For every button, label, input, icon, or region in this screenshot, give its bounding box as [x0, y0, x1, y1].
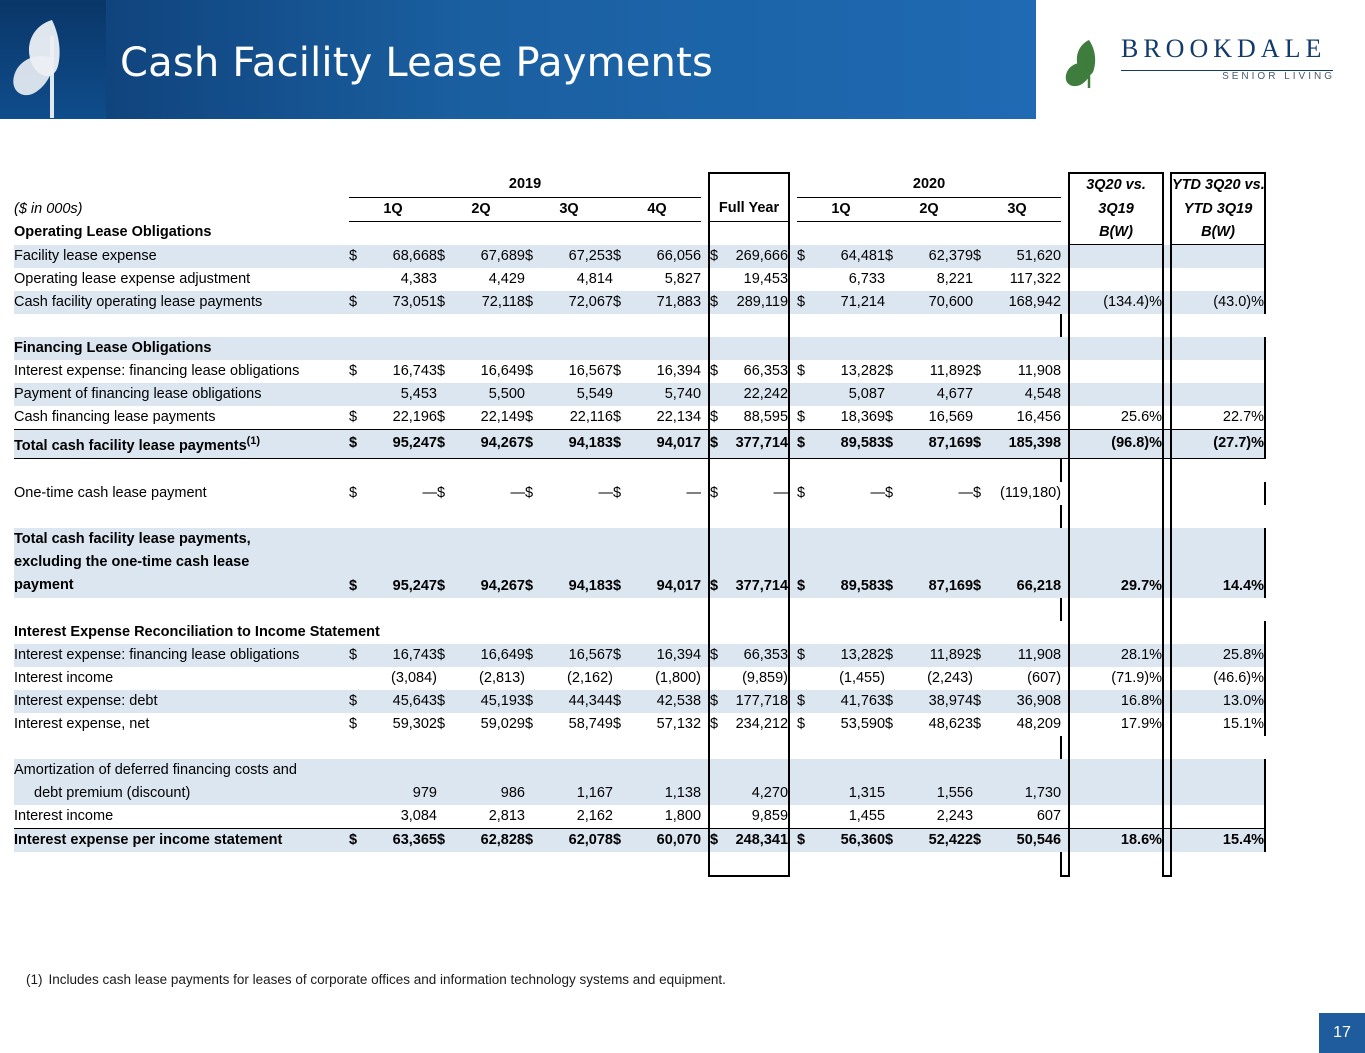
cell: 89,583	[813, 430, 885, 459]
cell: 73,051	[392, 294, 437, 310]
cell: 13,282	[840, 363, 886, 379]
row-label	[14, 759, 349, 805]
cell: (1,800)	[655, 669, 702, 686]
cell: 168,942	[1008, 294, 1062, 310]
section-title-operating: Operating Lease Obligations	[14, 224, 212, 241]
cell: 1,167	[576, 784, 613, 801]
cell: 50,546	[989, 828, 1061, 852]
cell: 71,883	[656, 294, 702, 310]
box-bottom-row	[14, 852, 1265, 876]
financial-table-container	[14, 172, 1354, 877]
cell: 6,733	[848, 271, 886, 287]
page-number: 17	[1319, 1013, 1365, 1053]
cell	[1171, 805, 1265, 829]
cell: 71,214	[840, 294, 886, 310]
cell: 234,212	[723, 713, 789, 736]
cell: 377,714	[723, 528, 789, 598]
row-label: Interest income	[14, 669, 114, 686]
cell: 22,134	[656, 409, 702, 425]
cell: 72,118	[481, 294, 525, 310]
cell: 56,360	[813, 828, 885, 852]
cell: 66,353	[723, 644, 789, 667]
brookdale-leaf-icon	[1065, 36, 1113, 88]
cell: 60,070	[629, 828, 701, 852]
section-title-interest-recon: Interest Expense Reconciliation to Income Statement	[14, 623, 380, 640]
row-label: Operating lease expense adjustment	[14, 271, 251, 287]
cell: 63,365	[365, 828, 437, 852]
cell	[1069, 268, 1163, 291]
cell: 4,270	[723, 759, 789, 805]
row-label: Payment of financing lease obligations	[14, 386, 262, 402]
cell: 41,763	[840, 692, 886, 709]
spacer-row	[14, 736, 1265, 759]
cell: 57,132	[656, 715, 702, 732]
cell: —	[686, 484, 702, 501]
cell: 11,908	[1017, 363, 1062, 379]
cell: 11,892	[929, 646, 974, 663]
cell: 38,974	[928, 692, 974, 709]
cell: 22,196	[392, 409, 437, 425]
bw-subheader-row	[14, 221, 1265, 245]
cell: 5,500	[488, 386, 525, 402]
cell: 25.8%	[1171, 644, 1265, 667]
row-label: Interest income	[14, 807, 114, 824]
row-label	[14, 430, 349, 459]
cell: 29.7%	[1069, 528, 1163, 598]
cell: 25.6%	[1069, 406, 1163, 430]
cell: —	[870, 484, 886, 501]
cell: 45,193	[480, 692, 525, 709]
spacer-row	[14, 505, 1265, 528]
row-label: Interest expense: financing lease obligations	[14, 363, 300, 379]
colhdr-2019-4q: 4Q	[613, 197, 701, 221]
cell	[1171, 360, 1265, 383]
cell: 68,668	[392, 247, 437, 264]
row-label	[14, 528, 349, 598]
spacer-row	[14, 458, 1265, 482]
cell: 94,183	[541, 430, 613, 459]
cell: 4,383	[400, 271, 437, 287]
table-row: Interest expense, net $ 59,302 $ 59,029 $ 58,749 $ 57,132 $ 234,212 $ 53,590 $ 48,623 $ 48,209 17.9% 15.1%	[14, 713, 1265, 736]
cell: 42,538	[656, 692, 702, 709]
fullyear-box-top	[709, 173, 789, 197]
table-row-total-excl: Total cash facility lease payments, excluding the one-time cash lease payment $ 95,247 $ 94,267 $ 94,183 $ 94,017 $ 377,714 $ 89,583 $ 87,169 $ 66,218 29.7% 14.4%	[14, 528, 1265, 598]
colhdr-2020-2q: 2Q	[885, 197, 973, 221]
section-header-row	[14, 621, 1265, 644]
colhdr-fullyear: Full Year	[709, 197, 789, 221]
year-header-2020: 2020	[797, 173, 1061, 197]
cell: 269,666	[723, 245, 789, 269]
cell: 51,620	[1016, 247, 1062, 264]
cell: (71.9)%	[1069, 667, 1163, 690]
footnote-number: (1)	[26, 972, 43, 987]
cell: 66,353	[723, 360, 789, 383]
cell	[1069, 383, 1163, 406]
cell: 15.1%	[1171, 713, 1265, 736]
cell: 2,813	[488, 807, 525, 824]
cell: 62,828	[453, 828, 525, 852]
cell: 117,322	[1009, 271, 1062, 287]
cell: 19,453	[723, 268, 789, 291]
cell: (46.6)%	[1171, 667, 1265, 690]
cell: 16,394	[656, 646, 702, 663]
cell: 185,398	[989, 430, 1061, 459]
cell: 289,119	[723, 291, 789, 314]
cell: 59,302	[392, 715, 437, 732]
table-row: Facility lease expense $ 68,668 $ 67,689 $ 67,253 $ 66,056 $ 269,666 $ 64,481 $ 62,379 $ 51,620	[14, 245, 1265, 269]
table-row	[14, 805, 1265, 829]
cell: 48,209	[1016, 715, 1062, 732]
cell	[1069, 360, 1163, 383]
table-row	[14, 268, 1265, 291]
row-label: Cash financing lease payments	[14, 409, 216, 425]
table-row: Interest expense: financing lease obligations $ 16,743 $ 16,649 $ 16,567 $ 16,394 $ 66,353 $ 13,282 $ 11,892 $ 11,908 28.1% 25.8%	[14, 644, 1265, 667]
cell: 377,714	[723, 430, 789, 459]
cell: 94,183	[568, 577, 613, 594]
cell: 64,481	[840, 247, 886, 264]
cell: 13.0%	[1171, 690, 1265, 713]
cell: 62,078	[541, 828, 613, 852]
cell: 4,814	[576, 271, 613, 287]
cash-facility-lease-payments-table	[14, 172, 1266, 877]
cell: 607	[1036, 807, 1062, 824]
row-label-text: Total cash facility lease payments	[14, 437, 247, 454]
row-label-line2: excluding the one-time cash lease	[14, 554, 250, 571]
cell: (43.0)%	[1171, 291, 1265, 314]
cell: 67,253	[568, 247, 613, 264]
header-accent-panel	[0, 0, 106, 119]
cell: (134.4)%	[1069, 291, 1163, 314]
cell: 11,908	[1017, 646, 1062, 663]
cell: 1,556	[936, 784, 974, 801]
brookdale-logo	[1065, 30, 1335, 96]
cell: 16,567	[568, 363, 613, 379]
cell: (2,162)	[567, 669, 613, 686]
cell: 9,859	[723, 805, 789, 829]
cell: 1,315	[848, 784, 886, 801]
cell: 1,730	[1024, 784, 1062, 801]
colhdr-2020-1q: 1Q	[797, 197, 885, 221]
cell: 14.4%	[1171, 528, 1265, 598]
row-label: Cash facility operating lease payments	[14, 294, 263, 310]
cell: (27.7)%	[1171, 430, 1265, 459]
cell	[1069, 245, 1163, 269]
cell: 94,267	[453, 430, 525, 459]
cell: 1,455	[848, 807, 886, 824]
cell: 22,116	[569, 409, 613, 425]
cell: 89,583	[840, 577, 886, 594]
cell: 95,247	[365, 430, 437, 459]
cell: (9,859)	[723, 667, 789, 690]
year-header-2019: 2019	[349, 173, 701, 197]
cell: 979	[412, 784, 437, 801]
units-label: ($ in 000s)	[14, 200, 83, 217]
cell	[1069, 482, 1163, 505]
cell: 11,892	[929, 363, 974, 379]
colhdr-2019-2q: 2Q	[437, 197, 525, 221]
cell: 16,649	[480, 646, 525, 663]
cell: 1,138	[664, 784, 702, 801]
brookdale-tagline	[1121, 71, 1339, 82]
row-label: One-time cash lease payment	[14, 484, 207, 501]
cell: —	[958, 484, 974, 501]
bw-header-2-line1: YTD 3Q20 vs.	[1171, 173, 1265, 197]
cell: 18,369	[840, 409, 886, 425]
row-label: Interest expense, net	[14, 715, 150, 732]
colhdr-2020-3q: 3Q	[973, 197, 1061, 221]
table-row-total: Interest expense per income statement $ 63,365 $ 62,828 $ 62,078 $ 60,070 $ 248,341 $ 56,360 $ 52,422 $ 50,546 18.6% 15.4%	[14, 828, 1265, 852]
table-row	[14, 383, 1265, 406]
spacer-row	[14, 314, 1265, 337]
section-title-financing: Financing Lease Obligations	[14, 340, 212, 356]
cell: 94,017	[629, 430, 701, 459]
table-row: Interest expense: debt $ 45,643 $ 45,193 $ 44,344 $ 42,538 $ 177,718 $ 41,763 $ 38,974 $ 36,908 16.8% 13.0%	[14, 690, 1265, 713]
row-label-line3: payment	[14, 577, 74, 594]
cell: 4,548	[1024, 386, 1062, 402]
table-row	[14, 759, 1265, 805]
bw-header-2-line2: YTD 3Q19	[1171, 197, 1265, 221]
cell: 59,029	[480, 715, 525, 732]
cell: 5,453	[400, 386, 437, 402]
cell: —	[510, 484, 525, 501]
cell: 5,740	[664, 386, 702, 402]
cell: (3,084)	[391, 669, 437, 686]
subheader-row	[14, 197, 1265, 221]
page-title: Cash Facility Lease Payments	[120, 40, 714, 86]
cell: 1,800	[664, 807, 702, 824]
table-row: One-time cash lease payment $ — $ — $ — $ — $ — $ — $ — $ (119,180)	[14, 482, 1265, 505]
cell: 5,549	[576, 386, 613, 402]
cell: 67,689	[480, 247, 525, 264]
cell: 48,623	[928, 715, 974, 732]
footnote	[26, 972, 726, 987]
cell	[1171, 268, 1265, 291]
cell: (2,813)	[479, 669, 525, 686]
row-label: Interest expense: financing lease obligations	[14, 646, 300, 663]
cell: 22,242	[723, 383, 789, 406]
cell: 16,743	[392, 646, 437, 663]
cell: 16,567	[568, 646, 613, 663]
table-row-total: Total cash facility lease payments$^{(1)}$ $ 95,247 $ 94,267 $ 94,183 $ 94,017 $ 377,714 $ 89,583 $ 87,169 $ 185,398 (96.8)% (27.7)%	[14, 430, 1265, 459]
bw-header-1-line3: B(W)	[1069, 221, 1163, 245]
slide-header-bar	[0, 0, 1036, 119]
leaf-logo-icon	[2, 6, 102, 118]
cell: —	[723, 482, 789, 505]
cell: 4,429	[488, 271, 525, 287]
cell	[1171, 482, 1265, 505]
cell: 62,379	[928, 247, 974, 264]
cell	[1171, 383, 1265, 406]
cell: 16.8%	[1069, 690, 1163, 713]
cell: (119,180)	[1000, 484, 1062, 501]
cell: —	[422, 484, 437, 501]
footnote-marker: (1)	[246, 435, 261, 447]
cell: 52,422	[901, 828, 973, 852]
table-row: Cash financing lease payments $ 22,196 $ 22,149 $ 22,116 $ 22,134 $ 88,595 $ 18,369 $ 16,569 16,456 25.6% 22.7%	[14, 406, 1265, 430]
cell: —	[598, 484, 613, 501]
cell: 22,149	[480, 409, 525, 425]
bw-header-2-line3: B(W)	[1171, 221, 1265, 245]
table-row: Cash facility operating lease payments $ 73,051 $ 72,118 $ 72,067 $ 71,883 $ 289,119 $ 71,214 70,600 168,942 (134.4)% (43.0)%	[14, 291, 1265, 314]
row-label: Interest expense: debt	[14, 692, 158, 709]
cell: 87,169	[901, 430, 973, 459]
table-row: Interest expense: financing lease obligations $ 16,743 $ 16,649 $ 16,567 $ 16,394 $ 66,353 $ 13,282 $ 11,892 $ 11,908	[14, 360, 1265, 383]
cell: (96.8)%	[1069, 430, 1163, 459]
cell: 8,221	[936, 271, 974, 287]
cell: 16,394	[656, 363, 702, 379]
cell: 18.6%	[1069, 828, 1163, 852]
cell: 2,162	[576, 807, 613, 824]
cell: 17.9%	[1069, 713, 1163, 736]
bw-header-1-line2: 3Q19	[1069, 197, 1163, 221]
cell	[1171, 759, 1265, 805]
cell: (2,243)	[927, 669, 974, 686]
cell: (1,455)	[839, 669, 886, 686]
cell: 66,218	[1016, 577, 1062, 594]
cell: (607)	[1027, 669, 1062, 686]
cell: 177,718	[723, 690, 789, 713]
brookdale-wordmark: BROOKDALE	[1121, 34, 1327, 63]
table-row	[14, 667, 1265, 690]
section-header-row	[14, 337, 1265, 360]
cell: 94,267	[480, 577, 525, 594]
cell	[1171, 245, 1265, 269]
year-header-row	[14, 173, 1265, 197]
cell: 13,282	[840, 646, 886, 663]
row-label: Facility lease expense	[14, 247, 157, 264]
footnote-text: Includes cash lease payments for leases of corporate offices and information technology systems and equipment.	[48, 972, 726, 987]
cell: 95,247	[392, 577, 437, 594]
bw-header-1-line1: 3Q20 vs.	[1069, 173, 1163, 197]
row-label-line1: Amortization of deferred financing costs and	[14, 761, 297, 778]
spacer-row	[14, 598, 1265, 621]
cell: 16,649	[480, 363, 525, 379]
cell: 28.1%	[1069, 644, 1163, 667]
cell: 16,743	[392, 363, 437, 379]
cell: 16,456	[1016, 409, 1062, 425]
cell: 72,067	[568, 294, 613, 310]
cell: 5,087	[848, 386, 886, 402]
cell: 248,341	[723, 828, 789, 852]
cell: 58,749	[568, 715, 613, 732]
cell: 2,243	[936, 807, 974, 824]
cell: 986	[500, 784, 525, 801]
cell: 4,677	[936, 386, 974, 402]
cell: 53,590	[840, 715, 886, 732]
cell: 36,908	[1016, 692, 1062, 709]
row-label-line1: Total cash facility lease payments,	[14, 531, 251, 548]
cell: 66,056	[656, 247, 702, 264]
cell: 87,169	[928, 577, 974, 594]
row-label: Interest expense per income statement	[14, 828, 349, 852]
colhdr-2019-3q: 3Q	[525, 197, 613, 221]
cell: 94,017	[656, 577, 702, 594]
cell: 45,643	[392, 692, 437, 709]
brookdale-tagline-text: SENIOR LIVING	[1218, 71, 1339, 82]
cell: 22.7%	[1171, 406, 1265, 430]
cell: 3,084	[400, 807, 437, 824]
cell: 44,344	[568, 692, 613, 709]
cell: 15.4%	[1171, 828, 1265, 852]
cell	[1069, 805, 1163, 829]
row-label-line2: debt premium (discount)	[34, 784, 191, 801]
colhdr-2019-1q: 1Q	[349, 197, 437, 221]
cell: 5,827	[664, 271, 702, 287]
cell: 16,569	[928, 409, 974, 425]
cell: 88,595	[723, 406, 789, 430]
cell	[1069, 759, 1163, 805]
cell: 70,600	[928, 294, 974, 310]
